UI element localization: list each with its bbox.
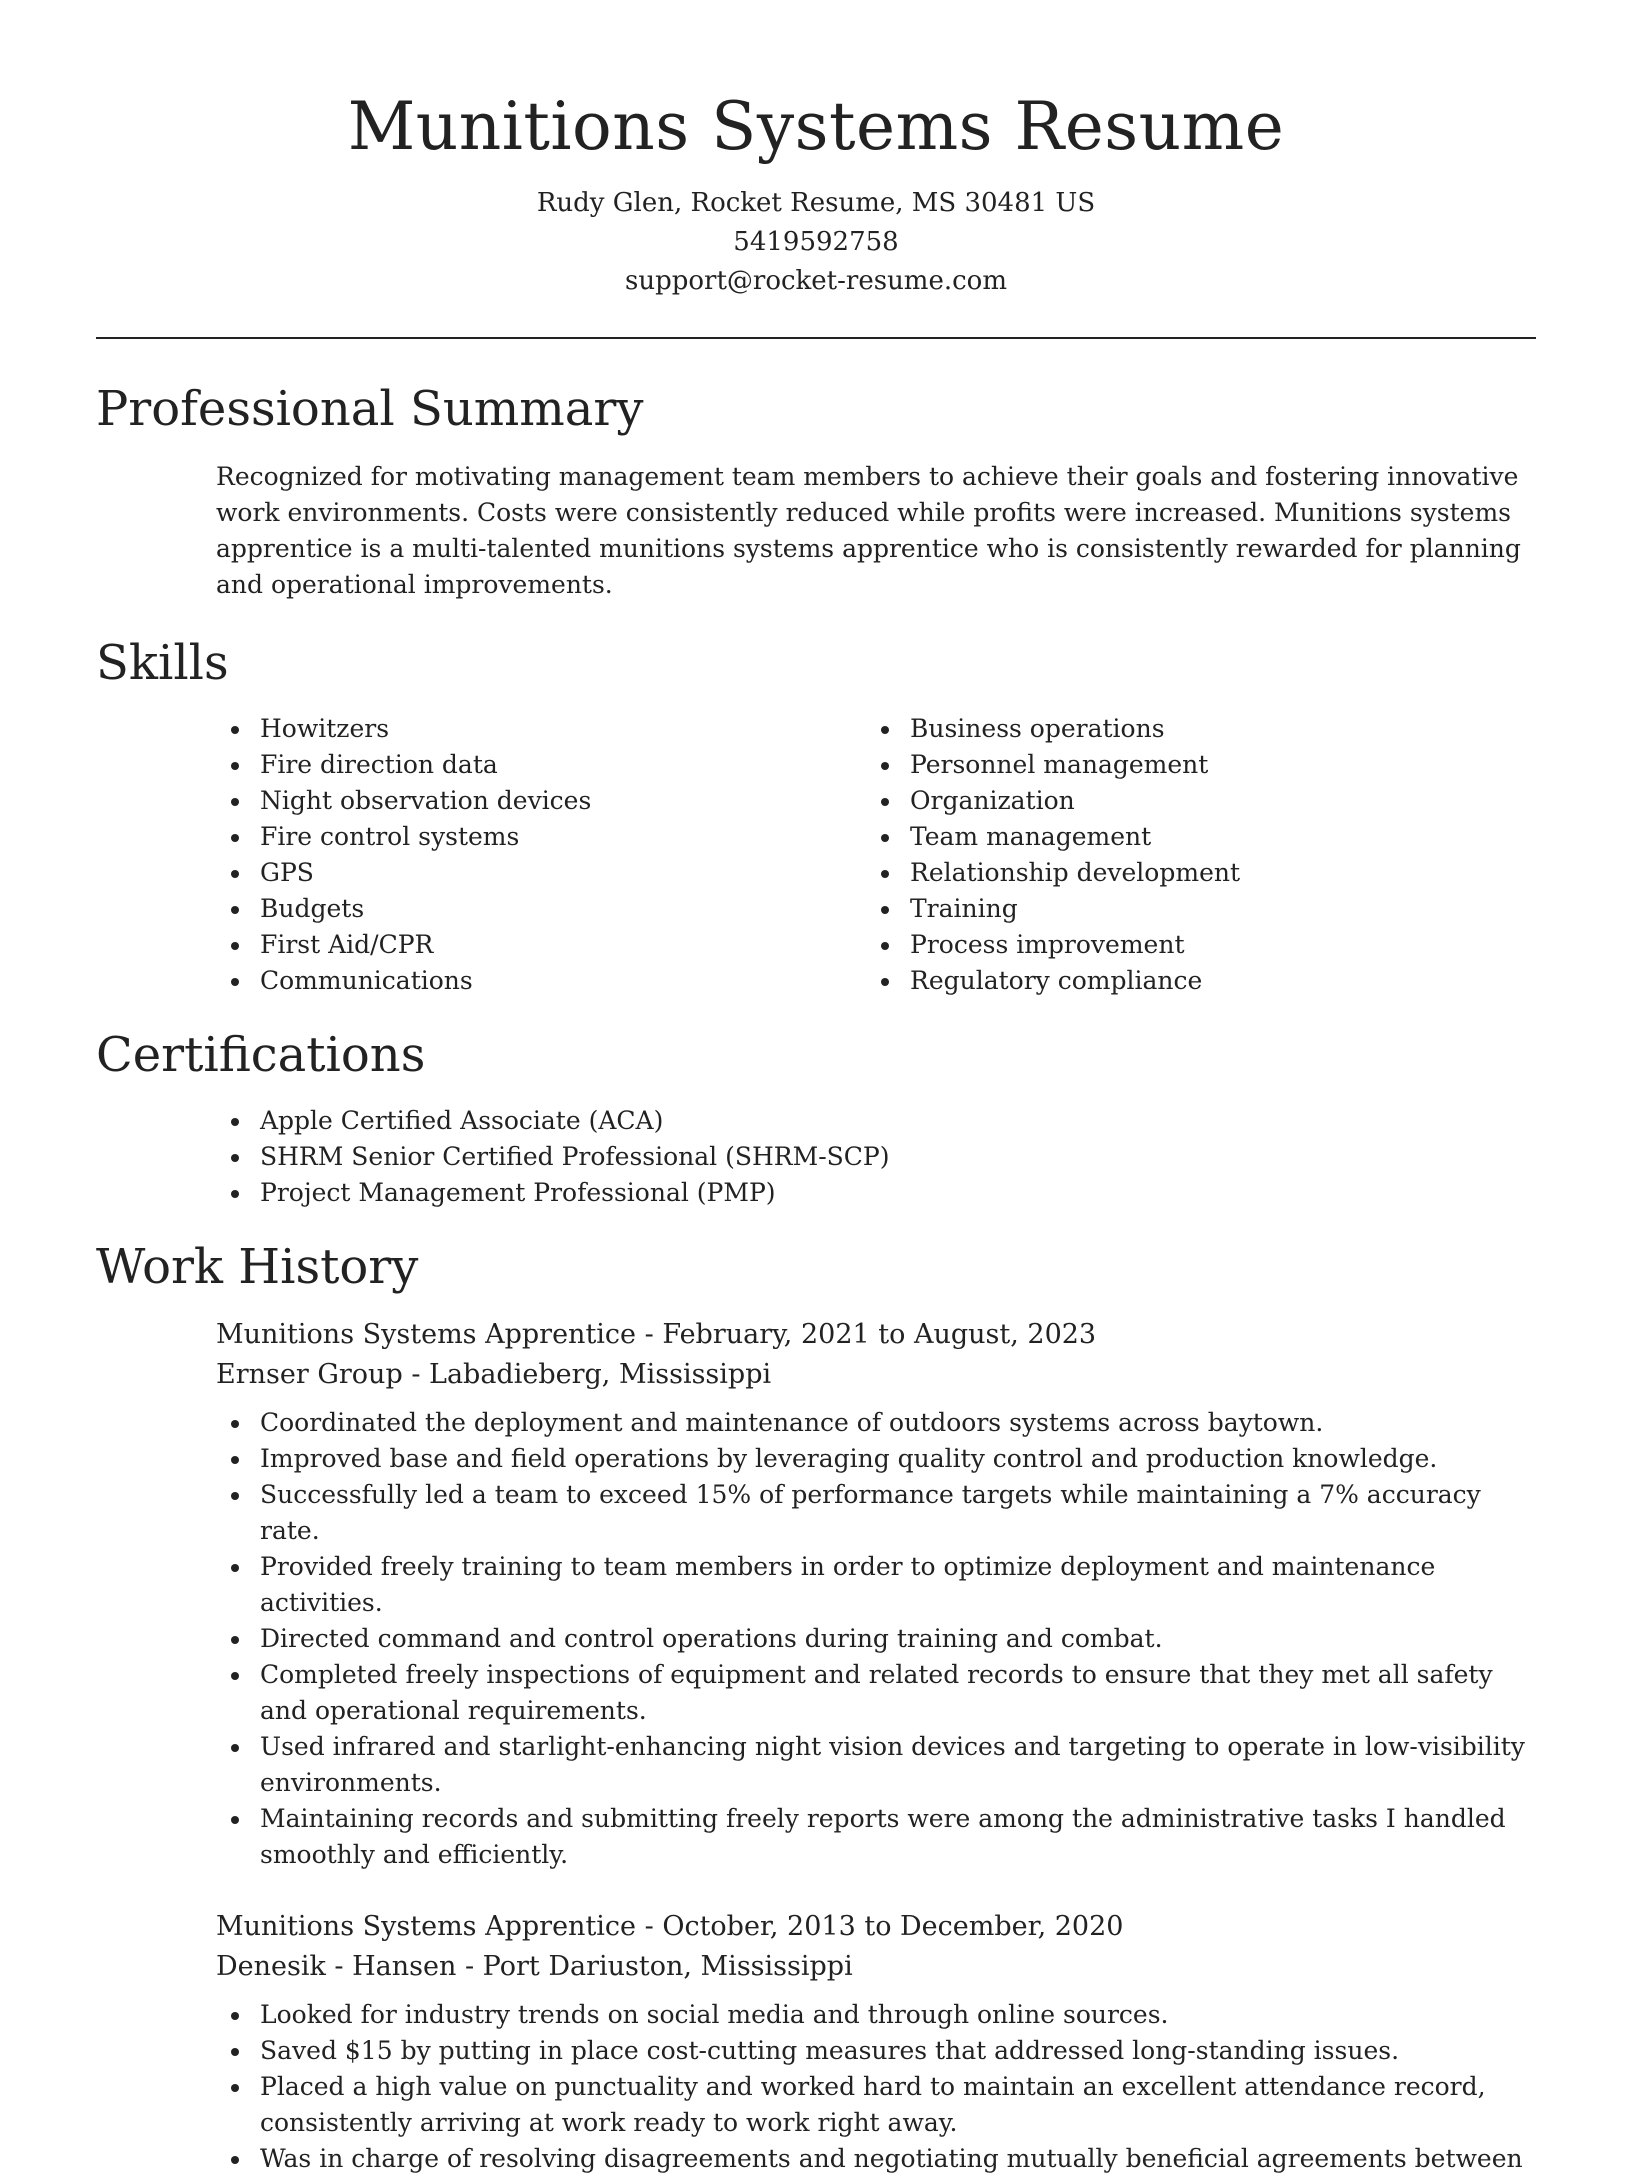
- skills-column-left: [216, 711, 866, 999]
- skill-item: Fire control systems: [216, 819, 866, 855]
- job-bullet: Maintaining records and submitting freely reports were among the administrative tasks I handled smoothly and efficiently.: [216, 1801, 1538, 1873]
- job-role: Munitions Systems Apprentice: [216, 1911, 637, 1942]
- work-history-heading: Work History: [96, 1239, 419, 1295]
- skill-item: Training: [866, 891, 1516, 927]
- skill-item: Fire direction data: [216, 747, 866, 783]
- job-bullet: Successfully led a team to exceed 15% of performance targets while maintaining a 7% accuracy rate.: [216, 1477, 1538, 1549]
- job-bullet: Improved base and field operations by leveraging quality control and production knowledge.: [216, 1441, 1538, 1477]
- job-bullet: Coordinated the deployment and maintenance of outdoors systems across baytown.: [216, 1405, 1538, 1441]
- skills-section: [96, 633, 1536, 999]
- summary-text: Recognized for motivating management team members to achieve their goals and fostering innovative work environments. Costs were consistently reduced while profits were increased. Munitions systems apprentice is a multi-talented munitions systems apprentice who is consistently rewarded for planning and operational improvements.: [216, 462, 1521, 599]
- job-role: Munitions Systems Apprentice: [216, 1319, 637, 1350]
- job-entry: [216, 1907, 1536, 2177]
- certification-item: SHRM Senior Certified Professional (SHRM-SCP): [216, 1139, 1536, 1175]
- skill-item: Business operations: [866, 711, 1516, 747]
- job-bullet: Looked for industry trends on social media and through online sources.: [216, 1997, 1538, 2033]
- job-bullet: Directed command and control operations during training and combat.: [216, 1621, 1538, 1657]
- work-history-section: [96, 1237, 1536, 2177]
- skill-item: Communications: [216, 963, 866, 999]
- contact-email: support@rocket-resume.com: [624, 266, 1007, 296]
- skill-item: Night observation devices: [216, 783, 866, 819]
- skill-item: Budgets: [216, 891, 866, 927]
- job-bullet: Used infrared and starlight-enhancing night vision devices and targeting to operate in low-visibility environments.: [216, 1729, 1538, 1801]
- summary-heading: Professional Summary: [96, 381, 644, 437]
- resume-header: [96, 0, 1536, 301]
- job-company-line: [216, 1355, 1536, 1395]
- job-bullet: Provided freely training to team members in order to optimize deployment and maintenance activities.: [216, 1549, 1538, 1621]
- certifications-heading: Certifications: [96, 1027, 426, 1083]
- job-dates: - February, 2021 to August, 2023: [636, 1319, 1097, 1350]
- summary-section: [96, 379, 1536, 603]
- skill-item: First Aid/CPR: [216, 927, 866, 963]
- skill-item: Howitzers: [216, 711, 866, 747]
- job-company: Denesik - Hansen: [216, 1951, 457, 1982]
- job-bullets: [216, 1997, 1538, 2177]
- certifications-section: [96, 1025, 1536, 1211]
- job-bullets: [216, 1405, 1538, 1873]
- job-bullet: Placed a high value on punctuality and worked hard to maintain an excellent attendance record, consistently arriving at work ready to work right away.: [216, 2069, 1538, 2141]
- skill-item: Regulatory compliance: [866, 963, 1516, 999]
- certification-item: Apple Certified Associate (ACA): [216, 1103, 1536, 1139]
- skill-item: Relationship development: [866, 855, 1516, 891]
- resume-page: [96, 0, 1536, 2177]
- job-company-line: [216, 1947, 1536, 1987]
- job-dates: - October, 2013 to December, 2020: [636, 1911, 1124, 1942]
- job-bullet: Was in charge of resolving disagreements and negotiating mutually beneficial agreements between: [216, 2141, 1538, 2177]
- job-entry: [216, 1315, 1536, 1873]
- skills-column-right: [866, 711, 1516, 999]
- job-bullet: Saved $15 by putting in place cost-cutting measures that addressed long-standing issues.: [216, 2033, 1538, 2069]
- skill-item: Process improvement: [866, 927, 1516, 963]
- job-location: - Port Dariuston, Mississippi: [456, 1951, 853, 1982]
- job-company: Ernser Group: [216, 1359, 403, 1390]
- skills-list: [216, 711, 1536, 999]
- header-divider: [96, 337, 1536, 339]
- contact-address: Rudy Glen, Rocket Resume, MS 30481 US: [536, 188, 1096, 218]
- skill-item: GPS: [216, 855, 866, 891]
- skills-heading: Skills: [96, 635, 229, 691]
- skill-item: Organization: [866, 783, 1516, 819]
- skill-item: Personnel management: [866, 747, 1516, 783]
- certifications-list: [216, 1103, 1536, 1211]
- resume-title: Munitions Systems Resume: [347, 88, 1285, 165]
- job-bullet: Completed freely inspections of equipment and related records to ensure that they met all safety and operational requirements.: [216, 1657, 1538, 1729]
- job-title-line: [216, 1907, 1536, 1947]
- job-location: - Labadieberg, Mississippi: [402, 1359, 772, 1390]
- job-title-line: [216, 1315, 1536, 1355]
- certification-item: Project Management Professional (PMP): [216, 1175, 1536, 1211]
- contact-phone: 5419592758: [733, 227, 899, 257]
- skill-item: Team management: [866, 819, 1516, 855]
